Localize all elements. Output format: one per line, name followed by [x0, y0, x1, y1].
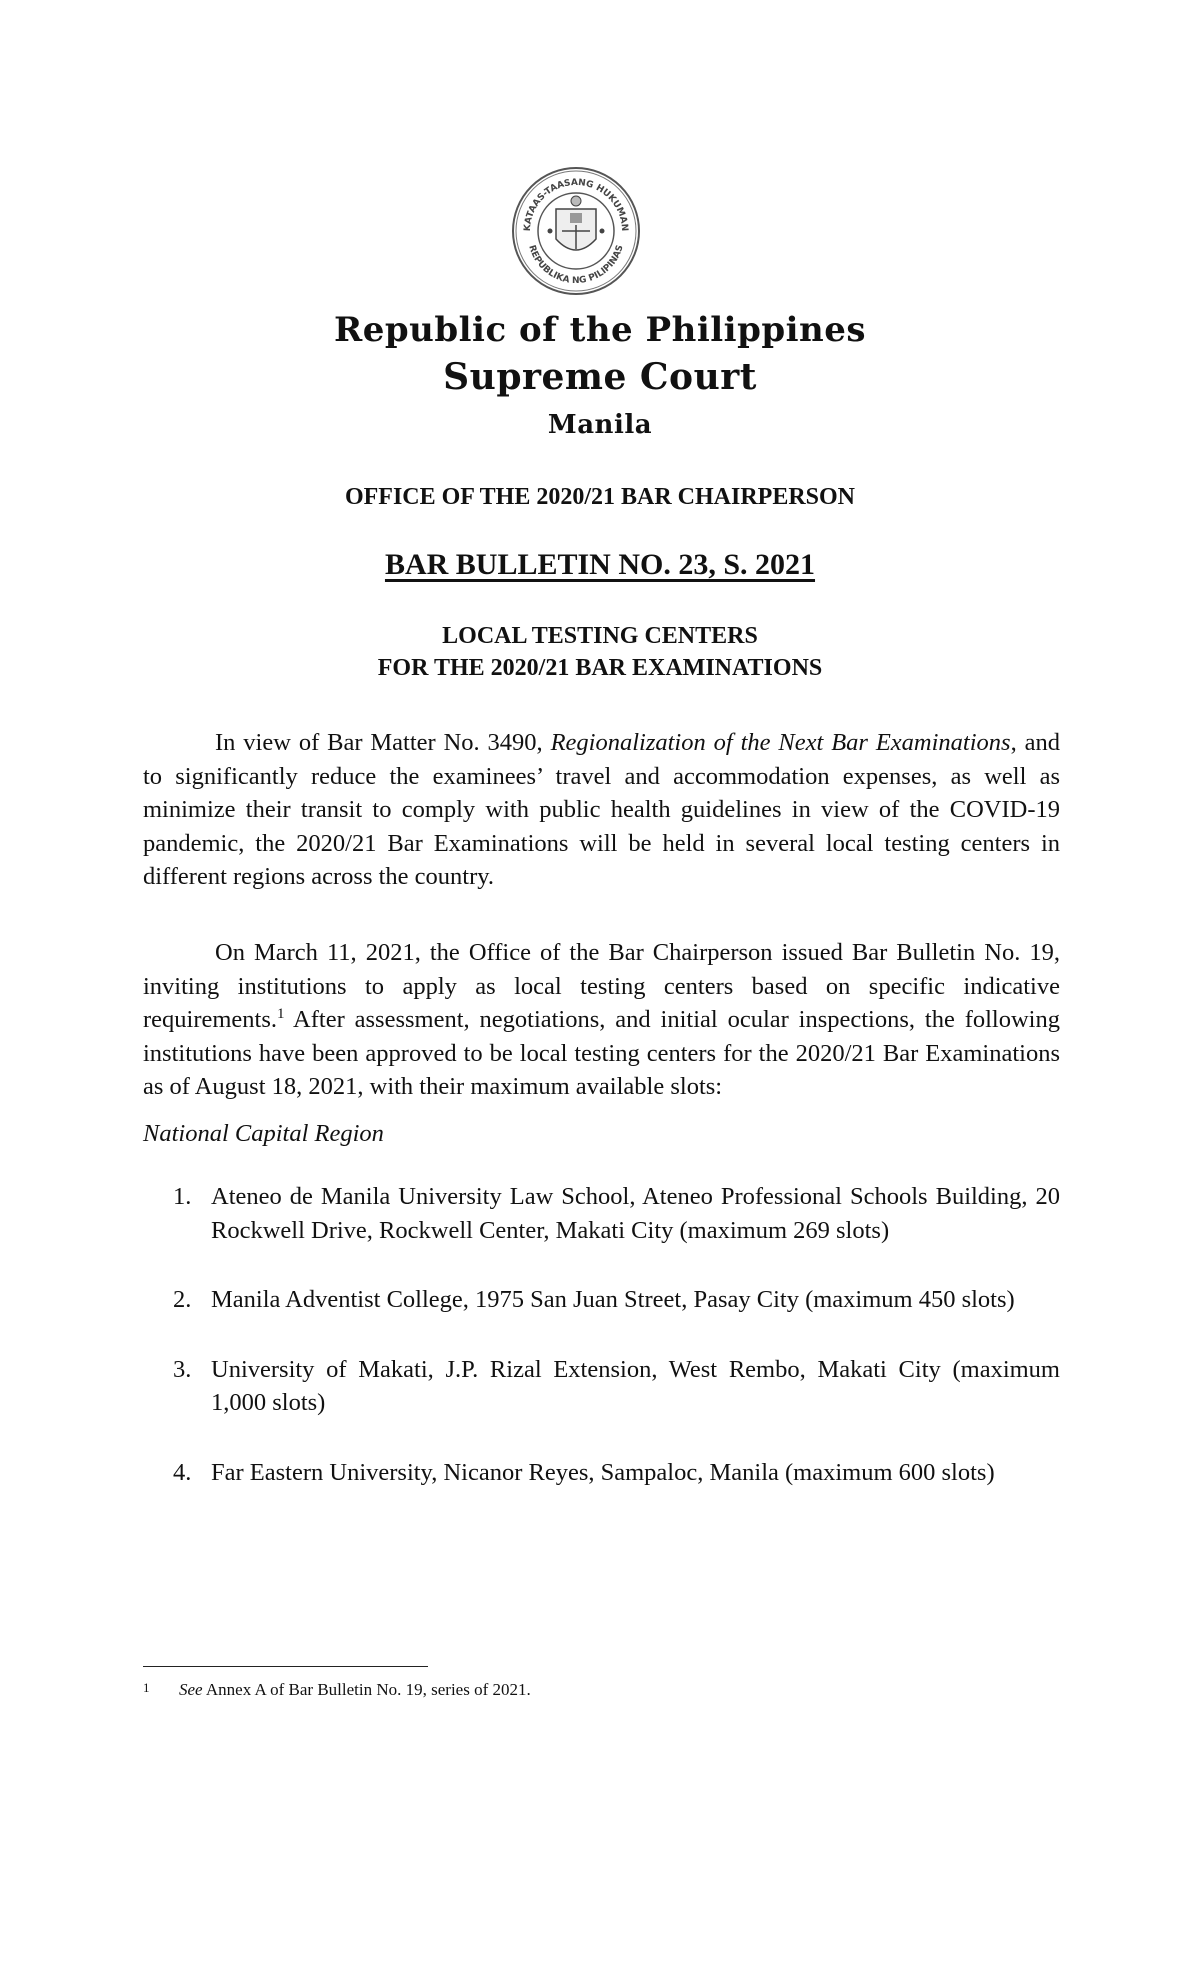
footnote-number: 1 — [143, 1680, 150, 1695]
footnote — [143, 1680, 531, 1700]
paragraph-1-lead: In view of Bar Matter No. 3490, — [215, 729, 551, 756]
list-number: 4. — [173, 1458, 192, 1486]
list-number: 1. — [173, 1183, 192, 1210]
supreme-court-seal-icon — [510, 165, 642, 297]
list-item — [143, 1353, 1060, 1420]
footnote-ref: 1 — [277, 1005, 285, 1022]
region-heading: National Capital Region — [143, 1120, 384, 1147]
office-heading: OFFICE OF THE 2020/21 BAR CHAIRPERSON — [344, 484, 856, 510]
paragraph-1 — [143, 726, 1060, 894]
list-text: Far Eastern University, Nicanor Reyes, Sampaloc, Manila (maximum 600 slots) — [211, 1458, 995, 1486]
footnote-see: See — [179, 1680, 203, 1699]
list-item — [143, 1456, 1060, 1490]
subject-heading — [0, 620, 1200, 684]
svg-text:KATAAS-TAASANG HUKUMAN: KATAAS-TAASANG HUKUMAN — [522, 177, 630, 232]
list-number: 2. — [173, 1286, 192, 1313]
subject-line-1: LOCAL TESTING CENTERS — [442, 623, 758, 649]
list-number: 3. — [173, 1355, 192, 1383]
court-heading: Supreme Court — [443, 356, 757, 398]
paragraph-1-rest: , and to significantly reduce the examinees’ travel and accommodation expenses, as well as minimize their transit to comply with public health guidelines in view of the COVID-19 pandemic, the 2020/21 Bar Examinations will be held in several local testing centers in different regions across the country. — [143, 729, 1060, 890]
footnote-text: Annex A of Bar Bulletin No. 19, series of 2021. — [202, 1680, 531, 1699]
footnote-divider — [143, 1666, 428, 1667]
list-text: Manila Adventist College, 1975 San Juan Street, Pasay City (maximum 450 slots) — [211, 1286, 1015, 1313]
svg-text:REPUBLIKA NG PILIPINAS: REPUBLIKA NG PILIPINAS — [526, 243, 626, 287]
paragraph-2-part2: After assessment, negotiations, and initial ocular inspections, the following institutions have been approved to be local testing centers for the 2020/21 Bar Examinations as of August 18, 2021, with their maximum available slots: — [143, 1006, 1060, 1100]
paragraph-2 — [143, 936, 1060, 1104]
list-item — [143, 1180, 1060, 1247]
list-text: Ateneo de Manila University Law School, Ateneo Professional Schools Building, 20 Rockwell Drive, Rockwell Center, Makati City (maximum 269 slots) — [211, 1183, 1060, 1244]
bar-matter-title: Regionalization of the Next Bar Examinations — [550, 729, 1011, 756]
subject-line-2: FOR THE 2020/21 BAR EXAMINATIONS — [377, 655, 823, 681]
bulletin-number: BAR BULLETIN NO. 23, S. 2021 — [384, 548, 816, 581]
testing-center-list — [143, 1180, 1060, 1525]
list-item — [143, 1283, 1060, 1317]
paragraph-2-part1: On March 11, 2021, the Office of the Bar Chairperson issued Bar Bulletin No. 19, inviting institutions to apply as local testing centers based on specific indicative requirements. — [143, 939, 1060, 1033]
list-text: University of Makati, J.P. Rizal Extension, West Rembo, Makati City (maximum 1,000 slots) — [211, 1355, 1060, 1416]
republic-heading: Republic of the Philippines — [333, 310, 867, 350]
city-heading: Manila — [547, 410, 653, 440]
